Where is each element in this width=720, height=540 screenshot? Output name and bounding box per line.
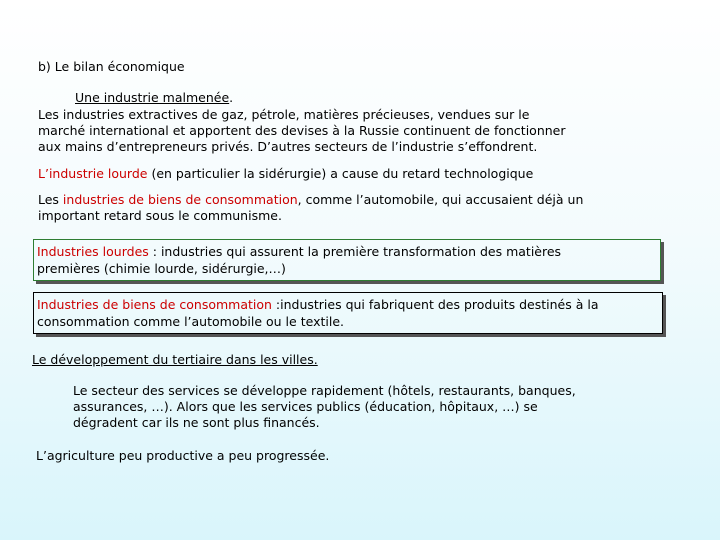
industry-line-3: aux mains d’entrepreneurs privés. D’autres secteurs de l’industrie s’effondrent.	[38, 139, 538, 154]
consumer-prefix: Les	[38, 192, 63, 207]
industry-heading-line	[75, 90, 233, 106]
tertiary-heading: Le développement du tertiaire dans les villes.	[32, 352, 318, 367]
industry-line-2: marché international et apportent des devises à la Russie continuent de fonctionner	[38, 123, 566, 138]
tertiary-line-3: dégradent car ils ne sont plus financés.	[73, 415, 320, 430]
def-heavy-term: Industries lourdes	[37, 244, 149, 259]
def-consumer-line-1	[37, 297, 598, 313]
tertiary-line-2: assurances, …). Alors que les services publics (éducation, hôpitaux, …) se	[73, 399, 538, 414]
def-heavy-line-1	[37, 244, 561, 260]
def-heavy-rest: : industries qui assurent la première transformation des matières	[148, 244, 562, 259]
industry-line-1: Les industries extractives de gaz, pétrole, matières précieuses, vendues sur le	[38, 107, 530, 122]
heavy-industry-line	[38, 166, 533, 182]
def-consumer-term: Industries de biens de consommation	[37, 297, 272, 312]
consumer-term: industries de biens de consommation	[62, 192, 298, 207]
def-consumer-line-2: consommation comme l’automobile ou le textile.	[37, 314, 344, 329]
industry-heading-suffix: .	[229, 90, 234, 105]
consumer-rest: , comme l’automobile, qui accusaient déjà un	[297, 192, 584, 207]
def-heavy-line-2: premières (chimie lourde, sidérurgie,…)	[37, 261, 286, 276]
section-title: b) Le bilan économique	[38, 59, 185, 74]
heavy-industry-term: L’industrie lourde	[38, 166, 148, 181]
industry-heading: Une industrie malmenée	[75, 90, 230, 105]
tertiary-line-1: Le secteur des services se développe rapidement (hôtels, restaurants, banques,	[73, 383, 576, 398]
consumer-line-2: important retard sous le communisme.	[38, 208, 282, 223]
agriculture-line: L’agriculture peu productive a peu progressée.	[36, 448, 330, 463]
consumer-line-1	[38, 192, 583, 208]
definition-box-heavy	[33, 239, 661, 281]
heavy-industry-rest: (en particulier la sidérurgie) a cause du retard technologique	[147, 166, 534, 181]
definition-box-consumer	[33, 292, 663, 334]
def-consumer-rest: :industries qui fabriquent des produits destinés à la	[271, 297, 599, 312]
